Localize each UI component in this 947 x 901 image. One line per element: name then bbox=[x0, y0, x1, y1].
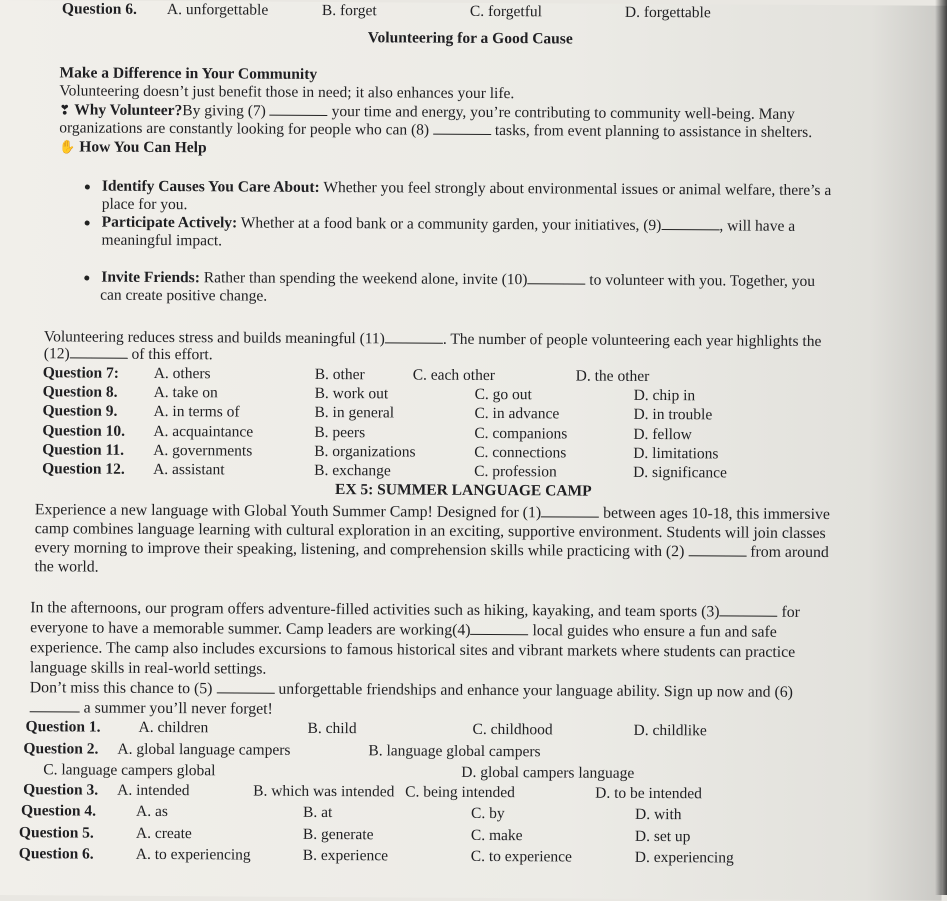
ex5-line-2: camp combines language learning with cultural exploration in an exciting, supportive environment. Students will join classes bbox=[34, 520, 826, 543]
option-c: C. in advance bbox=[474, 404, 560, 423]
question-label: Question 6. bbox=[61, 0, 137, 18]
ex5-line-7: experience. The camp also includes excursions to famous historical sites and vibrant markets where students can practice bbox=[29, 639, 796, 661]
option-b: B. forget bbox=[321, 1, 377, 20]
blank-3[interactable] bbox=[720, 603, 778, 616]
bullet-1-text: Whether you feel strongly about environmental issues or animal welfare, there’s a bbox=[323, 178, 832, 200]
bullet-3-text: Rather than spending the weekend alone, invite (10) bbox=[203, 269, 528, 289]
option-b: B. generate bbox=[302, 825, 374, 844]
ex5-text: Don’t miss this chance to (5) bbox=[29, 679, 213, 698]
option-b: B. child bbox=[307, 719, 357, 738]
question-label: Question 4. bbox=[20, 802, 97, 820]
blank-5[interactable] bbox=[216, 680, 274, 693]
option-d: D. in trouble bbox=[633, 405, 713, 424]
page-edge-shadow bbox=[935, 0, 947, 895]
bullet-2-text: Whether at a food bank or a community garden, your initiatives, (9) bbox=[240, 214, 662, 235]
option-a: A. assistant bbox=[153, 460, 225, 479]
option-c: C. language campers global bbox=[43, 761, 216, 780]
option-c: C. each other bbox=[412, 366, 495, 385]
question-label: Question 7: bbox=[42, 364, 119, 382]
option-d: D. to be intended bbox=[595, 784, 702, 803]
option-c: C. connections bbox=[474, 443, 567, 462]
ex5-line-10 bbox=[30, 699, 273, 718]
option-b: B. organizations bbox=[314, 442, 416, 461]
bullet-3-cont: can create positive change. bbox=[100, 286, 268, 305]
option-c: C. to experience bbox=[470, 847, 572, 866]
option-a: A. to experiencing bbox=[135, 845, 251, 864]
ex5-text: between ages 10-18, this immersive bbox=[603, 504, 830, 524]
question-label: Question 8. bbox=[42, 383, 118, 401]
why-text-3: tasks, from event planning to assistance in shelters. bbox=[494, 122, 813, 141]
closing-text: Volunteering reduces stress and builds meaningful (11) bbox=[43, 328, 385, 348]
option-d: D. experiencing bbox=[634, 848, 734, 867]
bullet-2-cont: meaningful impact. bbox=[101, 231, 223, 250]
question-label: Question 10. bbox=[42, 422, 126, 440]
closing-line-2 bbox=[44, 345, 213, 364]
option-d: D. fellow bbox=[633, 425, 692, 444]
question-label: Question 5. bbox=[18, 824, 94, 842]
option-d: D. limitations bbox=[633, 444, 719, 463]
question-label: Question 1. bbox=[25, 718, 101, 736]
blank-7[interactable] bbox=[270, 103, 328, 116]
section-subtitle: Make a Difference in Your Community bbox=[59, 64, 318, 83]
how-heading: How You Can Help bbox=[79, 138, 207, 157]
why-text-2: organizations are constantly looking for people who can (8) bbox=[59, 119, 430, 139]
ex5-text: a summer you’ll never forget! bbox=[83, 699, 273, 718]
blank-4[interactable] bbox=[471, 622, 529, 635]
blank-6[interactable] bbox=[30, 699, 80, 712]
bullet-1-cont: place for you. bbox=[101, 195, 188, 214]
option-d: D. significance bbox=[633, 463, 728, 482]
option-d: D. childlike bbox=[633, 721, 707, 740]
blank-10[interactable] bbox=[527, 271, 585, 284]
option-a: A. take on bbox=[153, 383, 218, 402]
ex5-text: In the afternoons, our program offers adventure-filled activities such as hiking, kayaking, and team sports (3) bbox=[30, 599, 720, 621]
option-a: A. global language campers bbox=[117, 740, 291, 759]
ex5-line-8: language skills in real-world settings. bbox=[29, 659, 267, 678]
option-a: A. as bbox=[135, 802, 168, 821]
option-d: D. the other bbox=[575, 367, 650, 385]
option-a: A. create bbox=[135, 824, 192, 843]
question-label: Question 3. bbox=[23, 781, 99, 799]
option-a: A. unforgettable bbox=[166, 1, 269, 19]
option-d: D. set up bbox=[634, 827, 691, 846]
ex5-text: for bbox=[781, 603, 801, 621]
ex5-text: local guides who ensure a fun and safe bbox=[532, 622, 777, 641]
option-d: D. with bbox=[634, 805, 682, 824]
question-label: Question 11. bbox=[42, 441, 125, 459]
bullet-3-bold: Invite Friends: bbox=[101, 268, 200, 287]
ex5-line-6 bbox=[30, 619, 777, 642]
option-c: C. profession bbox=[474, 462, 557, 481]
option-a: A. governments bbox=[153, 441, 253, 460]
option-b: B. experience bbox=[302, 846, 389, 865]
option-c: C. go out bbox=[474, 385, 532, 404]
bullet-1 bbox=[85, 178, 831, 201]
blank-11[interactable] bbox=[385, 330, 443, 343]
ex5-line-5 bbox=[30, 599, 800, 622]
option-b: B. peers bbox=[314, 423, 366, 442]
bullet-3-end: to volunteer with you. Together, you bbox=[589, 271, 816, 290]
ex5-text: everyone to have a memorable summer. Camp leaders are working(4) bbox=[30, 619, 471, 639]
option-b: B. other bbox=[314, 365, 365, 384]
closing-text-2: . The number of people volunteering each year highlights the bbox=[442, 330, 822, 351]
option-a: A. others bbox=[153, 364, 211, 383]
option-b: B. which was intended bbox=[253, 782, 395, 801]
option-c: C. forgetful bbox=[469, 2, 543, 21]
blank-1[interactable] bbox=[541, 504, 599, 517]
option-c: C. childhood bbox=[472, 720, 553, 739]
option-d: D. global campers language bbox=[461, 763, 635, 782]
bullet-dot bbox=[85, 184, 90, 189]
question-label: Question 2. bbox=[23, 740, 99, 758]
option-c: C. make bbox=[470, 826, 523, 845]
why-text: By giving (7) bbox=[182, 102, 266, 120]
option-b: B. at bbox=[302, 803, 333, 822]
blank-9[interactable] bbox=[661, 217, 719, 230]
option-b: B. exchange bbox=[314, 461, 391, 480]
option-a: A. in terms of bbox=[153, 402, 240, 421]
bullet-2-bold: Participate Actively: bbox=[101, 213, 238, 232]
intro-text: Volunteering doesn’t just benefit those in need; it also enhances your life. bbox=[59, 82, 515, 103]
bullet-2-end: , will have a bbox=[719, 217, 796, 235]
option-b: B. work out bbox=[314, 384, 389, 403]
ex5-line-3 bbox=[35, 539, 829, 562]
ex5-text: from around bbox=[750, 543, 829, 562]
bullet-1-bold: Identify Causes You Care About: bbox=[101, 177, 320, 196]
option-b: B. in general bbox=[314, 403, 395, 422]
ex5-text: unforgettable friendships and enhance your language ability. Sign up now and (6) bbox=[278, 680, 794, 701]
option-d: D. forgettable bbox=[624, 3, 711, 22]
option-c: C. companions bbox=[474, 424, 568, 443]
ex5-line-4: the world. bbox=[34, 558, 99, 576]
ex5-text: every morning to improve their speaking, listening, and comprehension skills while practicing with (2) bbox=[34, 539, 685, 561]
why-heading: Why Volunteer? bbox=[74, 101, 183, 120]
question-label: Question 6. bbox=[18, 845, 94, 863]
question-label: Question 12. bbox=[42, 460, 125, 478]
option-a: A. acquaintance bbox=[153, 422, 254, 441]
how-heading-line bbox=[59, 138, 207, 157]
ex5-line-9 bbox=[30, 679, 793, 702]
passage-title: Volunteering for a Good Cause bbox=[367, 29, 573, 48]
option-d: D. chip in bbox=[633, 386, 696, 405]
option-c: C. by bbox=[470, 804, 505, 823]
exercise-title: EX 5: SUMMER LANGUAGE CAMP bbox=[334, 481, 592, 500]
blank-2[interactable] bbox=[688, 543, 746, 556]
bullet-dot bbox=[85, 220, 90, 225]
question-label: Question 9. bbox=[42, 402, 118, 420]
blank-12[interactable] bbox=[70, 345, 128, 358]
option-a: A. intended bbox=[117, 781, 190, 800]
heart-hands-icon: ❣ bbox=[59, 102, 71, 118]
hand-icon: ✋ bbox=[59, 139, 76, 155]
option-b: B. language global campers bbox=[368, 742, 541, 761]
option-a: A. children bbox=[138, 718, 209, 737]
why-text-cont: your time and energy, you’re contributing to community well-being. Many bbox=[331, 103, 795, 123]
bullet-dot bbox=[84, 275, 89, 280]
option-c: C. being intended bbox=[405, 783, 516, 802]
closing-text-3: of this effort. bbox=[131, 345, 213, 364]
blank-8[interactable] bbox=[433, 122, 491, 135]
closing-num: (12) bbox=[43, 345, 70, 363]
ex5-text: Experience a new language with Global Youth Summer Camp! Designed for (1) bbox=[34, 501, 542, 522]
